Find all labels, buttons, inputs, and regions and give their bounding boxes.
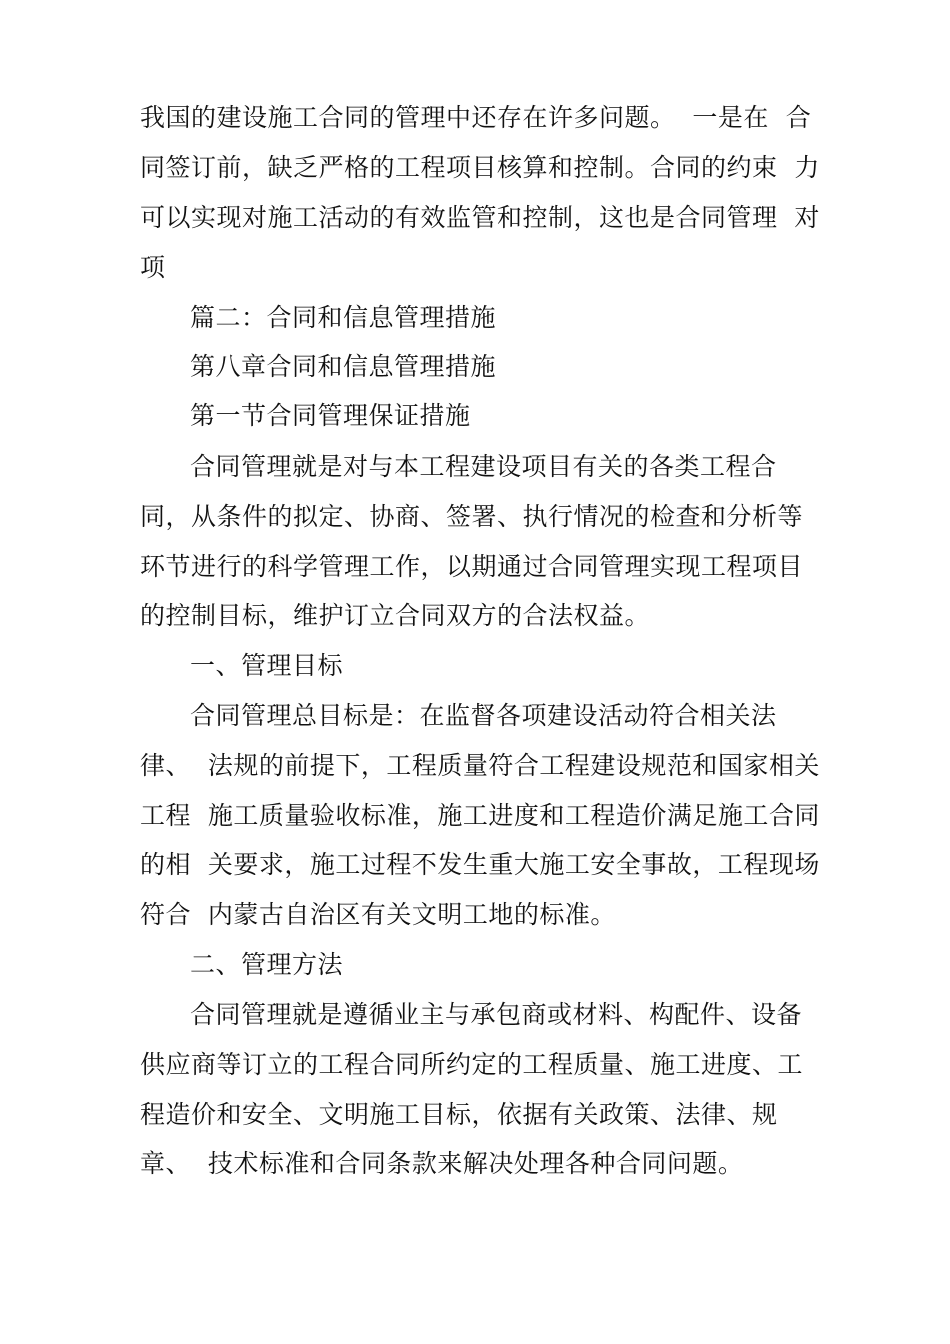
text-line: 环节进行的科学管理工作，以期通过合同管理实现工程项目 (140, 552, 804, 581)
text-line: 同，从条件的拟定、协商、签署、执行情况的检查和分析等 (140, 502, 804, 531)
text-line: 律、 法规的前提下，工程质量符合工程建设规范和国家相关 (140, 751, 820, 780)
section-heading: 第一节合同管理保证措施 (190, 401, 471, 430)
text-line: 同签订前，缺乏严格的工程项目核算和控制。合同的约束 力 (140, 153, 820, 182)
text-line: 的相 关要求，施工过程不发生重大施工安全事故，工程现场 (140, 850, 820, 879)
text-line: 可以实现对施工活动的有效监管和控制，这也是合同管理 对 (140, 203, 820, 232)
text-line: 合同管理就是对与本工程建设项目有关的各类工程合 (190, 452, 777, 481)
text-line: 项 (140, 253, 166, 282)
text-line: 程造价和安全、文明施工目标，依据有关政策、法律、规 (140, 1100, 778, 1129)
text-line: 合同管理总目标是：在监督各项建设活动符合相关法 (190, 701, 777, 730)
text-line: 供应商等订立的工程合同所约定的工程质量、施工进度、工 (140, 1050, 804, 1079)
text-line: 章、 技术标准和合同条款来解决处理各种合同问题。 (140, 1149, 744, 1178)
section-heading: 篇二：合同和信息管理措施 (190, 303, 497, 332)
text-line: 我国的建设施工合同的管理中还存在许多问题。 一是在 合 (140, 103, 812, 132)
chapter-heading: 第八章合同和信息管理措施 (190, 352, 497, 381)
text-line: 工程 施工质量验收标准，施工进度和工程造价满足施工合同 (140, 801, 820, 830)
subsection-heading: 二、管理方法 (190, 950, 344, 979)
subsection-heading: 一、管理目标 (190, 651, 344, 680)
text-line: 的控制目标，维护订立合同双方的合法权益。 (140, 601, 651, 630)
text-line: 合同管理就是遵循业主与承包商或材料、构配件、设备 (190, 1000, 803, 1029)
text-line: 符合 内蒙古自治区有关文明工地的标准。 (140, 900, 616, 929)
